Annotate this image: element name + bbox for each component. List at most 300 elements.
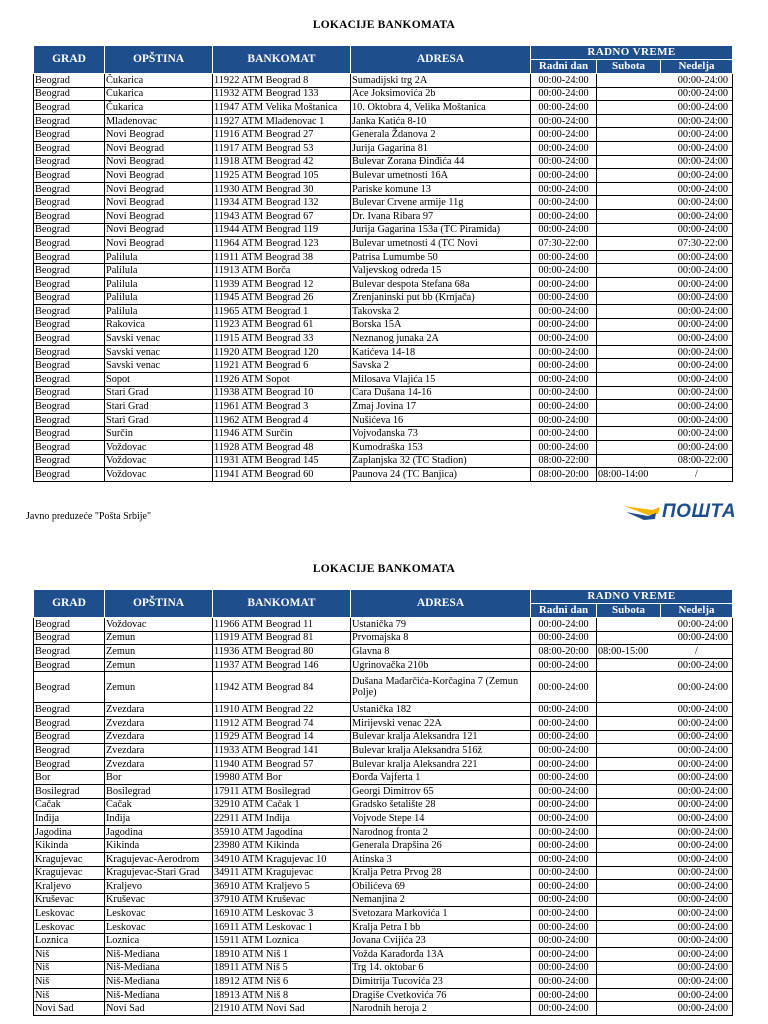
table-cell: Beograd <box>34 618 105 632</box>
table-cell: Beograd <box>34 359 105 373</box>
table-row <box>34 672 733 703</box>
table-row <box>34 413 733 427</box>
table-cell: 00:00-24:00 <box>597 386 733 400</box>
table-cell: Zmaj Jovina 17 <box>351 400 531 414</box>
table-cell: 00:00-24:00 <box>597 277 733 291</box>
table-cell: 00:00-24:00 <box>531 934 597 948</box>
table-cell: 00:00-24:00 <box>597 169 733 183</box>
table-cell: 11910 ATM Beograd 22 <box>213 703 351 717</box>
table-cell: 00:00-24:00 <box>531 920 597 934</box>
table-cell: Zvezdara <box>105 730 213 744</box>
table-cell: Bulevar kralja Aleksandra 221 <box>351 757 531 771</box>
table-cell: 16910 ATM Leskovac 3 <box>213 907 351 921</box>
table-cell: Trg 14. oktobar 6 <box>351 961 531 975</box>
table-row <box>34 631 733 645</box>
table-cell: Beograd <box>34 114 105 128</box>
table-cell: 00:00-24:00 <box>597 1002 733 1016</box>
table-row <box>34 373 733 387</box>
table-cell: Prvomajska 8 <box>351 631 531 645</box>
posta-logo <box>622 500 736 526</box>
table-cell: 00:00-24:00 <box>531 961 597 975</box>
table-row <box>34 771 733 785</box>
table-cell: 11918 ATM Beograd 42 <box>213 155 351 169</box>
table-row <box>34 277 733 291</box>
table-row <box>34 87 733 101</box>
table-cell: 00:00-24:00 <box>531 798 597 812</box>
table-row <box>34 318 733 332</box>
table-cell: 11939 ATM Beograd 12 <box>213 277 351 291</box>
table-cell: 11943 ATM Beograd 67 <box>213 209 351 223</box>
table-cell: 11921 ATM Beograd 6 <box>213 359 351 373</box>
table-cell: Kikinda <box>34 839 105 853</box>
table-cell: 00:00-24:00 <box>531 975 597 989</box>
table-cell: 00:00-24:00 <box>531 1002 597 1016</box>
table-cell: Novi Beograd <box>105 182 213 196</box>
table-cell: 00:00-24:00 <box>531 893 597 907</box>
table-cell: Paunova 24 (TC Banjica) <box>351 468 531 482</box>
table-cell: 00:00-24:00 <box>597 866 733 880</box>
table-cell: Đorđa Vajferta 1 <box>351 771 531 785</box>
table-cell: 00:00-24:00 <box>597 264 733 278</box>
table-cell: Narodnih heroja 2 <box>351 1002 531 1016</box>
column-header-subota: Subota <box>597 60 661 74</box>
table-cell: 11932 ATM Beograd 133 <box>213 87 351 101</box>
table-cell: Narodnog fronta 2 <box>351 825 531 839</box>
table-cell: Kralja Petra Prvog 28 <box>351 866 531 880</box>
table-cell: Georgi Dimitrov 65 <box>351 784 531 798</box>
table-cell: Dr. Ivana Ribara 97 <box>351 209 531 223</box>
table-cell: Vožda Karađorđa 13A <box>351 948 531 962</box>
table-cell: 11927 ATM Mladenovac 1 <box>213 114 351 128</box>
table-cell: 11946 ATM Surčin <box>213 427 351 441</box>
table-cell: 11944 ATM Beograd 119 <box>213 223 351 237</box>
table-cell: Zemun <box>105 672 213 703</box>
table-cell: Novi Sad <box>105 1002 213 1016</box>
table-cell: 11964 ATM Beograd 123 <box>213 237 351 251</box>
table-cell: 11961 ATM Beograd 3 <box>213 400 351 414</box>
table-cell: Savski venac <box>105 345 213 359</box>
table-cell: 00:00-24:00 <box>531 852 597 866</box>
table-cell: Beograd <box>34 291 105 305</box>
table-cell: 00:00-24:00 <box>597 223 733 237</box>
table-cell: 00:00-24:00 <box>531 141 597 155</box>
table-cell: Nušićeva 16 <box>351 413 531 427</box>
table-cell: 00:00-24:00 <box>597 744 733 758</box>
table-cell: 21910 ATM Novi Sad <box>213 1002 351 1016</box>
table-cell: 00:00-24:00 <box>597 716 733 730</box>
table-cell: Bosilegrad <box>105 784 213 798</box>
table-cell: Ace Joksimovića 2b <box>351 87 531 101</box>
table-cell: 11915 ATM Beograd 33 <box>213 332 351 346</box>
table-cell: 11941 ATM Beograd 60 <box>213 468 351 482</box>
table-row <box>34 757 733 771</box>
table-cell: Kumodraška 153 <box>351 441 531 455</box>
table-cell: Zaplanjska 32 (TC Stadion) <box>351 454 531 468</box>
table-cell: 10. Oktobra 4, Velika Moštanica <box>351 101 531 115</box>
table-cell: Bulevar despota Stefana 68a <box>351 277 531 291</box>
table-cell: Beograd <box>34 703 105 717</box>
table-cell: Inđija <box>34 812 105 826</box>
table-cell: 11923 ATM Beograd 61 <box>213 318 351 332</box>
table-cell: 18913 ATM Niš 8 <box>213 988 351 1002</box>
table-cell: 11937 ATM Beograd 146 <box>213 658 351 672</box>
table-cell: Mirijevski venac 22A <box>351 716 531 730</box>
table-cell: Leskovac <box>105 907 213 921</box>
table-cell: 00:00-24:00 <box>531 277 597 291</box>
table-row <box>34 866 733 880</box>
table-cell: Beograd <box>34 223 105 237</box>
table-cell: Beograd <box>34 386 105 400</box>
table-cell: Palilula <box>105 277 213 291</box>
table-cell: Atinska 3 <box>351 852 531 866</box>
table-cell: 00:00-24:00 <box>597 427 733 441</box>
table-row <box>34 893 733 907</box>
table-cell: Čačak <box>105 798 213 812</box>
table-cell: 00:00-24:00 <box>597 250 733 264</box>
table-cell: Svetozara Markovića 1 <box>351 907 531 921</box>
table-cell: Beograd <box>34 757 105 771</box>
table-cell: Bosilegrad <box>34 784 105 798</box>
table-cell: Beograd <box>34 182 105 196</box>
table-cell: 11922 ATM Beograd 8 <box>213 74 351 88</box>
table-row <box>34 223 733 237</box>
table-cell: Zemun <box>105 631 213 645</box>
table-cell: 00:00-24:00 <box>531 784 597 798</box>
table-row <box>34 155 733 169</box>
table-cell: Kikinda <box>105 839 213 853</box>
table-cell: Janka Katića 8-10 <box>351 114 531 128</box>
column-header-bankomat: BANKOMAT <box>213 590 351 618</box>
table-cell: Bulevar kralja Aleksandra 121 <box>351 730 531 744</box>
table-cell: Čukarica <box>105 87 213 101</box>
table-cell: 07:30-22:00 <box>597 237 733 251</box>
table-cell: 00:00-24:00 <box>597 74 733 88</box>
table-cell: 00:00-24:00 <box>597 155 733 169</box>
table-cell: 00:00-24:00 <box>531 373 597 387</box>
table-cell: 00:00-24:00 <box>531 441 597 455</box>
table-cell: Novi Beograd <box>105 155 213 169</box>
table-cell: Beograd <box>34 645 105 659</box>
column-header-radno-vreme: RADNO VREME <box>531 590 733 604</box>
table-row <box>34 812 733 826</box>
table-cell: Kragujevac <box>34 852 105 866</box>
table-cell: 11926 ATM Sopot <box>213 373 351 387</box>
table-cell: 00:00-24:00 <box>531 866 597 880</box>
table-cell: 00:00-24:00 <box>597 825 733 839</box>
table-cell: Beograd <box>34 400 105 414</box>
table-cell: 00:00-24:00 <box>597 703 733 717</box>
table-cell: 15911 ATM Loznica <box>213 934 351 948</box>
table-row <box>34 128 733 142</box>
table-cell: Kragujevac-Stari Grad <box>105 866 213 880</box>
table-cell: Beograd <box>34 730 105 744</box>
table-cell: Novi Beograd <box>105 169 213 183</box>
table-cell: Takovska 2 <box>351 305 531 319</box>
table-cell: 00:00-24:00 <box>531 223 597 237</box>
table-cell: Mladenovac <box>105 114 213 128</box>
table-cell: 00:00-24:00 <box>531 386 597 400</box>
table-cell: Beograd <box>34 250 105 264</box>
table-cell: Vojvođanska 73 <box>351 427 531 441</box>
table-cell: 00:00-24:00 <box>531 74 597 88</box>
table-cell: 00:00-24:00 <box>531 880 597 894</box>
table-cell: 00:00-24:00 <box>531 169 597 183</box>
table-cell: Beograd <box>34 672 105 703</box>
logo-text: ПОШТА <box>662 501 737 522</box>
table-cell: Beograd <box>34 305 105 319</box>
table-cell: Borska 15A <box>351 318 531 332</box>
table-cell: 00:00-24:00 <box>531 730 597 744</box>
table-cell: Beograd <box>34 237 105 251</box>
table-cell: Beograd <box>34 209 105 223</box>
table-cell: Beograd <box>34 631 105 645</box>
table-cell: Surčin <box>105 427 213 441</box>
table-row <box>34 730 733 744</box>
table-row <box>34 74 733 88</box>
table-cell: Ustanička 182 <box>351 703 531 717</box>
table-cell: 00:00-24:00 <box>597 730 733 744</box>
table-row <box>34 988 733 1002</box>
table-cell: Voždovac <box>105 468 213 482</box>
table-cell: Niš-Mediana <box>105 948 213 962</box>
table-row <box>34 441 733 455</box>
table-cell: Novi Beograd <box>105 128 213 142</box>
table-cell: Leskovac <box>105 920 213 934</box>
table-cell: Sopot <box>105 373 213 387</box>
table-cell: 11928 ATM Beograd 48 <box>213 441 351 455</box>
table-cell: 00:00-24:00 <box>597 975 733 989</box>
table-cell: 07:30-22:00 <box>531 237 597 251</box>
table-row <box>34 784 733 798</box>
table-cell: 00:00-24:00 <box>531 305 597 319</box>
table-cell: 00:00-24:00 <box>531 812 597 826</box>
table-cell: 00:00-24:00 <box>531 839 597 853</box>
column-header-radni-dan: Radni dan <box>531 604 597 618</box>
table-cell: Čačak <box>34 798 105 812</box>
table-cell: 08:00-20:00 <box>531 468 597 482</box>
table-cell: Beograd <box>34 155 105 169</box>
table-row <box>34 427 733 441</box>
table-cell: Niš-Mediana <box>105 961 213 975</box>
table-cell: Kruševac <box>34 893 105 907</box>
table-row <box>34 852 733 866</box>
table-cell: Voždovac <box>105 441 213 455</box>
table-cell: 08:00-20:00 <box>531 645 597 659</box>
table-row <box>34 196 733 210</box>
table-cell: 00:00-24:00 <box>597 672 733 703</box>
table-cell: 00:00-24:00 <box>597 345 733 359</box>
column-header-nedelja: Nedelja <box>661 60 733 74</box>
table-cell: Bulevar Crvene armije 11g <box>351 196 531 210</box>
table-cell: Beograd <box>34 454 105 468</box>
table-cell: Beograd <box>34 128 105 142</box>
table-cell: Dimitrija Tucovića 23 <box>351 975 531 989</box>
table-cell: 00:00-24:00 <box>597 305 733 319</box>
table-cell: Beograd <box>34 264 105 278</box>
table-cell: 00:00-24:00 <box>597 373 733 387</box>
table-cell: Bor <box>105 771 213 785</box>
table-cell: 11930 ATM Beograd 30 <box>213 182 351 196</box>
table-cell: 11965 ATM Beograd 1 <box>213 305 351 319</box>
table-cell: Beograd <box>34 332 105 346</box>
table-cell: Voždovac <box>105 454 213 468</box>
table-cell: 00:00-24:00 <box>531 948 597 962</box>
table-cell: Beograd <box>34 468 105 482</box>
table-cell: 00:00-24:00 <box>597 332 733 346</box>
table-cell: 00:00-24:00 <box>531 291 597 305</box>
table-cell: 34911 ATM Kragujevac <box>213 866 351 880</box>
table-cell: Generala Drapšina 26 <box>351 839 531 853</box>
table-row <box>34 359 733 373</box>
table-row <box>34 645 733 659</box>
table-cell: Savski venac <box>105 332 213 346</box>
table-cell: 00:00-24:00 <box>531 264 597 278</box>
table-cell: Neznanog junaka 2A <box>351 332 531 346</box>
table-cell: Novi Beograd <box>105 141 213 155</box>
column-header-nedelja: Nedelja <box>661 604 733 618</box>
table-cell: 00:00-24:00 <box>531 427 597 441</box>
table-cell: Čukarica <box>105 74 213 88</box>
table-cell: Valjevskog odreda 15 <box>351 264 531 278</box>
page-title: LOKACIJE BANKOMATA <box>312 19 456 31</box>
column-header-grad: GRAD <box>34 46 105 74</box>
table-cell: Kraljevo <box>105 880 213 894</box>
table-row <box>34 934 733 948</box>
table-cell: 00:00-24:00 <box>597 400 733 414</box>
table-cell: 00:00-24:00 <box>531 182 597 196</box>
table-cell: Ugrinovačka 210b <box>351 658 531 672</box>
table-cell: Cara Dušana 14-16 <box>351 386 531 400</box>
table-cell: 00:00-24:00 <box>531 988 597 1002</box>
table-cell: Palilula <box>105 250 213 264</box>
table-cell: 11920 ATM Beograd 120 <box>213 345 351 359</box>
table-cell: 11912 ATM Beograd 74 <box>213 716 351 730</box>
table-cell: Novi Beograd <box>105 209 213 223</box>
table-cell: 00:00-24:00 <box>531 114 597 128</box>
atm-locations-table <box>33 589 733 1016</box>
table-cell: 35910 ATM Jagodina <box>213 825 351 839</box>
table-cell: 00:00-24:00 <box>531 345 597 359</box>
page-title: LOKACIJE BANKOMATA <box>312 563 456 575</box>
table-cell: Beograd <box>34 87 105 101</box>
table-row <box>34 920 733 934</box>
table-cell: 00:00-24:00 <box>531 672 597 703</box>
table-cell: Bulevar kralja Aleksandra 516ž <box>351 744 531 758</box>
column-header-radno-vreme: RADNO VREME <box>531 46 733 60</box>
table-cell: 00:00-24:00 <box>597 839 733 853</box>
table-row <box>34 250 733 264</box>
company-name: Javno preduzeće "Pošta Srbije" <box>26 511 152 522</box>
table-cell: Beograd <box>34 658 105 672</box>
table-cell: Novi Beograd <box>105 223 213 237</box>
table-cell: 00:00-24:00 <box>597 784 733 798</box>
column-header-opstina: OPŠTINA <box>105 590 213 618</box>
table-cell: / <box>661 468 733 482</box>
table-cell: 00:00-24:00 <box>531 209 597 223</box>
table-cell: Glavna 8 <box>351 645 531 659</box>
table-cell: Kruševac <box>105 893 213 907</box>
table-cell: Niš <box>34 988 105 1002</box>
table-cell: Savski venac <box>105 359 213 373</box>
table-cell: Milosava Vlajića 15 <box>351 373 531 387</box>
table-row <box>34 948 733 962</box>
table-cell: 00:00-24:00 <box>531 400 597 414</box>
table-cell: Beograd <box>34 373 105 387</box>
table-row <box>34 305 733 319</box>
table-row <box>34 169 733 183</box>
table-cell: Jurija Gagarina 81 <box>351 141 531 155</box>
table-cell: 00:00-24:00 <box>597 114 733 128</box>
table-cell: Niš-Mediana <box>105 988 213 1002</box>
table-cell: Kragujevac <box>34 866 105 880</box>
table-cell: Beograd <box>34 413 105 427</box>
table-cell: Čukarica <box>105 101 213 115</box>
table-cell: 36910 ATM Kraljevo 5 <box>213 880 351 894</box>
table-row <box>34 744 733 758</box>
table-cell: 00:00-24:00 <box>597 934 733 948</box>
table-cell: Beograd <box>34 441 105 455</box>
table-cell: 32910 ATM Čačak 1 <box>213 798 351 812</box>
table-cell: 00:00-24:00 <box>597 880 733 894</box>
table-cell: Kralja Petra I bb <box>351 920 531 934</box>
table-cell: Leskovac <box>34 907 105 921</box>
table-cell: 00:00-24:00 <box>531 631 597 645</box>
table-cell: Zvezdara <box>105 716 213 730</box>
table-cell: 00:00-24:00 <box>597 771 733 785</box>
table-cell: Stari Grad <box>105 400 213 414</box>
table-cell: Loznica <box>105 934 213 948</box>
table-cell: 00:00-24:00 <box>531 196 597 210</box>
table-cell: Kraljevo <box>34 880 105 894</box>
table-cell: 00:00-24:00 <box>597 961 733 975</box>
table-cell: 08:00-14:00 <box>597 468 661 482</box>
table-cell: Palilula <box>105 291 213 305</box>
table-cell: 00:00-24:00 <box>531 771 597 785</box>
table-row <box>34 825 733 839</box>
column-header-bankomat: BANKOMAT <box>213 46 351 74</box>
table-cell: Beograd <box>34 345 105 359</box>
table-cell: 00:00-24:00 <box>531 716 597 730</box>
table-cell: Novi Beograd <box>105 237 213 251</box>
table-cell: 11929 ATM Beograd 14 <box>213 730 351 744</box>
table-cell: Patrisa Lumumbe 50 <box>351 250 531 264</box>
table-cell: 00:00-24:00 <box>531 87 597 101</box>
table-row <box>34 182 733 196</box>
table-cell: / <box>661 645 733 659</box>
table-cell: 00:00-24:00 <box>531 332 597 346</box>
table-cell: Bor <box>34 771 105 785</box>
table-row <box>34 798 733 812</box>
table-cell: 00:00-24:00 <box>531 250 597 264</box>
table-row <box>34 345 733 359</box>
table-cell: 11945 ATM Beograd 26 <box>213 291 351 305</box>
table-cell: 08:00-15:00 <box>597 645 661 659</box>
table-row <box>34 209 733 223</box>
table-cell: 22911 ATM Inđija <box>213 812 351 826</box>
table-cell: 11934 ATM Beograd 132 <box>213 196 351 210</box>
table-cell: 00:00-24:00 <box>531 618 597 632</box>
table-row <box>34 291 733 305</box>
table-cell: Niš <box>34 948 105 962</box>
table-cell: 11942 ATM Beograd 84 <box>213 672 351 703</box>
table-cell: Jagodina <box>105 825 213 839</box>
table-cell: 00:00-24:00 <box>531 359 597 373</box>
table-row <box>34 658 733 672</box>
table-cell: 11936 ATM Beograd 80 <box>213 645 351 659</box>
table-row <box>34 907 733 921</box>
table-cell: 18910 ATM Niš 1 <box>213 948 351 962</box>
table-cell: Gradsko šetalište 28 <box>351 798 531 812</box>
